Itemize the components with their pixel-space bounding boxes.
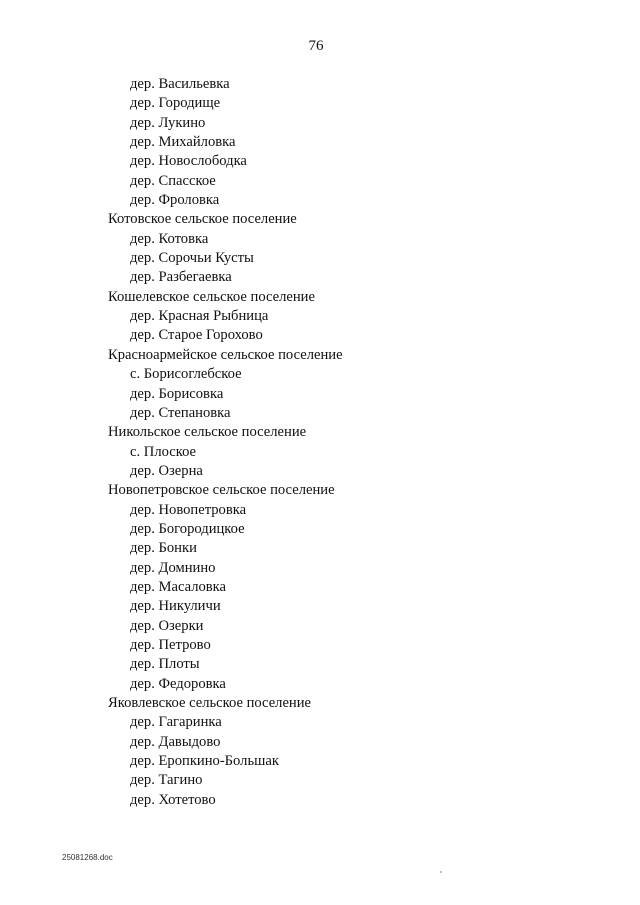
- village-item: дер. Никуличи: [130, 598, 221, 615]
- village-item: дер. Новопетровка: [130, 501, 247, 518]
- village-item: дер. Озерна: [130, 462, 203, 479]
- settlement-list: [108, 75, 343, 810]
- village-item: дер. Тагино: [130, 772, 203, 789]
- village-item: дер. Плоты: [130, 656, 200, 673]
- village-item: дер. Михайловка: [130, 134, 236, 151]
- village-item: дер. Сорочьи Кусты: [130, 250, 254, 267]
- village-item: дер. Озерки: [130, 617, 204, 634]
- village-item: дер. Красная Рыбница: [130, 308, 269, 325]
- village-item: дер. Васильевка: [130, 76, 230, 92]
- settlement-heading: Новопетровское сельское поселение: [108, 482, 335, 499]
- footer-file-name: 25081268.doc: [62, 853, 113, 862]
- page-number: 76: [308, 38, 324, 54]
- village-item: дер. Масаловка: [130, 578, 227, 595]
- village-item: дер. Котовка: [130, 230, 209, 247]
- settlement-heading: Никольское сельское поселение: [108, 424, 307, 441]
- village-item: дер. Давыдово: [130, 733, 221, 750]
- village-item: дер. Лукино: [130, 114, 206, 131]
- village-item: дер. Домнино: [130, 559, 216, 576]
- settlement-heading: Яковлевское сельское поселение: [108, 695, 312, 711]
- village-item: дер. Бонки: [130, 540, 197, 557]
- village-item: дер. Гагаринка: [130, 714, 222, 731]
- settlement-heading: Котовское сельское поселение: [108, 211, 297, 228]
- village-item: дер. Борисовка: [130, 385, 224, 402]
- village-item: дер. Степановка: [130, 404, 231, 421]
- village-item: дер. Хотетово: [130, 791, 216, 808]
- village-item: дер. Петрово: [130, 636, 211, 653]
- village-item: дер. Еропкино-Большак: [130, 753, 279, 770]
- village-item: с. Плоское: [130, 443, 197, 460]
- village-item: дер. Разбегаевка: [130, 269, 232, 286]
- village-item: дер. Федоровка: [130, 675, 226, 692]
- village-item: дер. Спасское: [130, 172, 216, 189]
- village-item: дер. Фроловка: [130, 192, 220, 209]
- village-item: дер. Городище: [130, 95, 221, 112]
- footer-dot-mark: [440, 871, 442, 873]
- village-item: дер. Новослободка: [130, 153, 247, 170]
- village-item: дер. Богородицкое: [130, 520, 245, 537]
- settlement-heading: Красноармейское сельское поселение: [108, 346, 343, 363]
- settlement-heading: Кошелевское сельское поселение: [108, 288, 315, 305]
- village-item: дер. Старое Горохово: [130, 327, 263, 344]
- village-item: с. Борисоглебское: [130, 366, 242, 383]
